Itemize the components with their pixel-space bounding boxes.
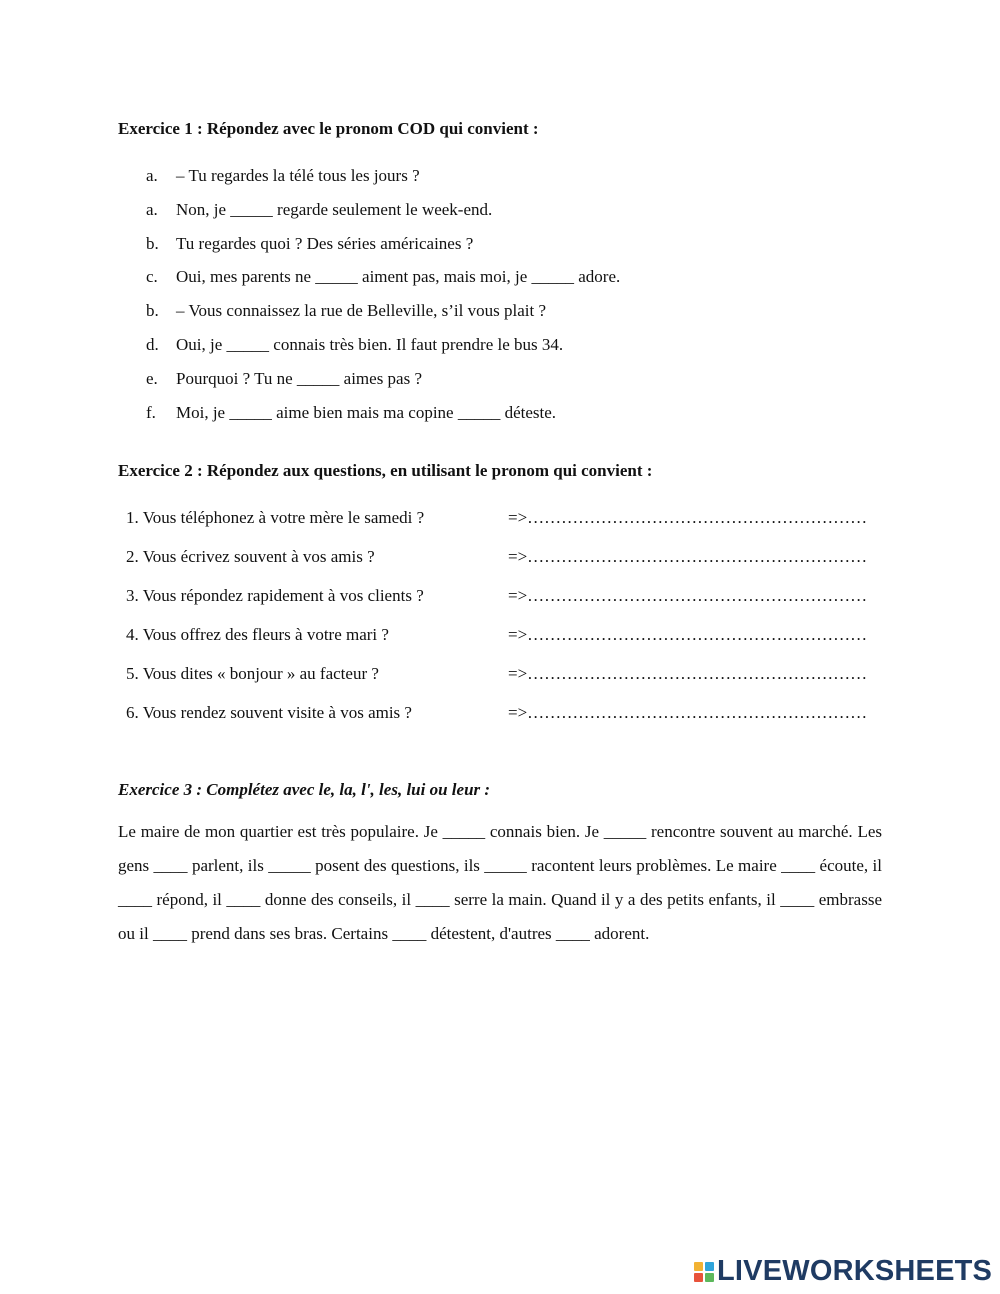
- liveworksheets-logo: [694, 1255, 992, 1288]
- question-row: [126, 585, 926, 624]
- list-item: [146, 199, 620, 233]
- item-marker: a.: [146, 166, 158, 185]
- answer-line[interactable]: =>……………………………………………………: [508, 508, 868, 527]
- list-item: [146, 266, 620, 300]
- item-marker: b.: [146, 301, 159, 321]
- list-item: [146, 300, 620, 334]
- item-text: Oui, je _____ connais très bien. Il faut prendre le bus 34.: [176, 334, 564, 354]
- liveworksheets-logo-icon: [694, 1262, 714, 1282]
- item-marker: c.: [146, 267, 158, 287]
- item-marker: b.: [146, 233, 159, 253]
- item-marker: f.: [146, 402, 156, 422]
- item-text: Tu regardes quoi ? Des séries américaines ?: [176, 233, 474, 253]
- logo-square: [694, 1273, 703, 1282]
- question-row: [126, 546, 926, 585]
- question-row: [126, 507, 926, 546]
- item-text: Oui, mes parents ne _____ aiment pas, mais moi, je _____ adore.: [176, 267, 621, 287]
- item-text: Pourquoi ? Tu ne _____ aimes pas ?: [176, 368, 423, 388]
- exercise1-heading: Exercice 1 : Répondez avec le pronom COD qui convient :: [118, 119, 539, 138]
- list-item: [146, 233, 620, 267]
- list-item: [146, 334, 620, 368]
- logo-square: [705, 1262, 714, 1271]
- exercise2-heading: Exercice 2 : Répondez aux questions, en utilisant le pronom qui convient :: [118, 461, 653, 480]
- item-marker: e.: [146, 368, 158, 388]
- exercise2-list: [126, 507, 926, 741]
- question-text: 2. Vous écrivez souvent à vos amis ?: [126, 547, 375, 566]
- question-row: [126, 624, 926, 663]
- logo-text: LIVEWORKSHEETS: [717, 1255, 993, 1287]
- question-row: [126, 702, 926, 741]
- answer-line[interactable]: =>……………………………………………………: [508, 703, 868, 722]
- logo-square: [705, 1273, 714, 1282]
- item-text: – Vous connaissez la rue de Belleville, s’il vous plait ?: [176, 301, 546, 321]
- question-text: 1. Vous téléphonez à votre mère le samedi ?: [126, 508, 425, 527]
- exercise3-paragraph: Le maire de mon quartier est très populaire. Je _____ connais bien. Je _____ rencontre souvent au marché. Les gens ____ parlent, ils _____ posent des questions, ils _____ racontent leurs problèmes. Le maire ____ écoute, il ____ répond, il ____ donne des conseils, il ____ serre la main. Quand il y a des petits enfants, il ____ embrasse ou il ____ prend dans ses bras. Certains ____ détestent, d'autres ____ adorent.: [118, 822, 882, 943]
- exercise3-heading: Exercice 3 : Complétez avec le, la, l', les, lui ou leur :: [118, 780, 491, 799]
- question-text: 6. Vous rendez souvent visite à vos amis ?: [126, 703, 412, 722]
- list-item: [146, 402, 620, 436]
- list-item: [146, 165, 620, 199]
- question-text: 4. Vous offrez des fleurs à votre mari ?: [126, 625, 389, 644]
- answer-line[interactable]: =>……………………………………………………: [508, 547, 868, 566]
- item-text: Non, je _____ regarde seulement le week-end.: [176, 199, 493, 219]
- item-text: – Tu regardes la télé tous les jours ?: [176, 166, 420, 185]
- item-marker: a.: [146, 199, 158, 219]
- question-text: 3. Vous répondez rapidement à vos clients ?: [126, 586, 424, 605]
- answer-line[interactable]: =>……………………………………………………: [508, 664, 868, 683]
- list-item: [146, 368, 620, 402]
- exercise1-list: [146, 165, 620, 435]
- item-text: Moi, je _____ aime bien mais ma copine _____ déteste.: [176, 402, 557, 422]
- question-text: 5. Vous dites « bonjour » au facteur ?: [126, 664, 379, 683]
- logo-square: [694, 1262, 703, 1271]
- answer-line[interactable]: =>……………………………………………………: [508, 586, 868, 605]
- answer-line[interactable]: =>……………………………………………………: [508, 625, 868, 644]
- item-marker: d.: [146, 334, 159, 354]
- question-row: [126, 663, 926, 702]
